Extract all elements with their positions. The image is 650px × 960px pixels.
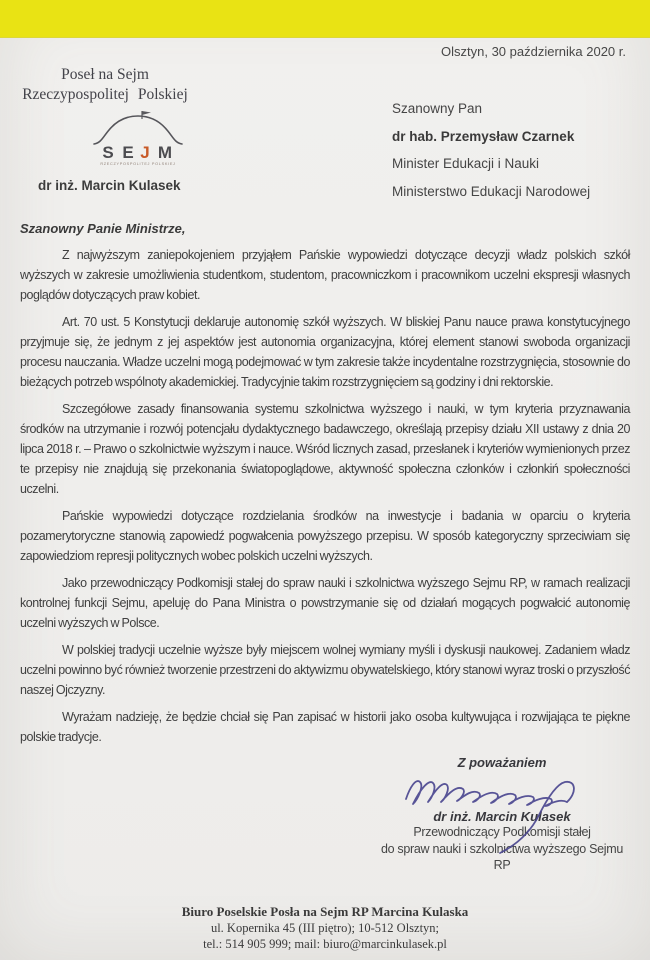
body-paragraph-7: Wyrażam nadzieję, że będzie chciał się Pan zapisać w historii jako osoba kultywująca i rozwijająca te piękne polskie tradycje. [20, 710, 630, 744]
office-footer [0, 904, 650, 952]
letterhead [0, 65, 392, 205]
closing-block [372, 755, 632, 874]
addressee-line: Ministerstwo Edukacji Narodowej [392, 183, 591, 199]
footer-address: ul. Kopernika 45 (III piętro); 10-512 Olsztyn; [210, 920, 440, 935]
sejm-logo-icon [92, 108, 184, 166]
footer-contact: tel.: 514 905 999; mail: biuro@marcinkulasek.pl [203, 936, 447, 951]
addressee-line: Minister Edukacji i Nauki [392, 156, 540, 171]
sender-name: dr inż. Marcin Kulasek [38, 178, 181, 193]
date-line: Olsztyn, 30 października 2020 r. [441, 44, 626, 59]
signatory-name: dr inż. Marcin Kulasek [433, 809, 571, 824]
addressee-block [392, 95, 632, 205]
body-paragraph-4: Pańskie wypowiedzi dotyczące rozdzielania środków na inwestycje i badania w oparciu o kryteria pozamerytoryczne stanowią zapowiedź pogwałcenia powyższego przepisu. W sposób kategoryczny sprzeciwiam się zapowiedziom represji politycznych wobec polskich uczelni wyższych. [20, 509, 630, 563]
signatory-title-line1: Przewodniczący Podkomisji stałej [413, 825, 591, 839]
letter-header [0, 65, 650, 205]
body-paragraph-5: Jako przewodniczący Podkomisji stałej do spraw nauki i szkolnictwa wyższego Sejmu RP, w ramach realizacji kontrolnej funkcji Sejmu, apeluję do Pana Ministra o powstrzymanie się od działań mogących pogwałcić autonomię uczelni wyższych w Polsce. [20, 576, 630, 630]
valediction: Z poważaniem [457, 755, 547, 770]
addressee-line: Szanowny Pan [392, 101, 483, 116]
letterhead-title-line2: Rzeczypospolitej Polskiej [22, 86, 188, 103]
body-paragraph-1: Z najwyższym zaniepokojeniem przyjąłem Pańskie wypowiedzi dotyczące decyzji władz polskich szkół wyższych w zakresie umożliwienia studentkom, studentom, pracowniczkom i pracownikom uczelni ekspresji własnych poglądów dotyczących praw kobiet. [20, 248, 630, 302]
letterhead-title [10, 65, 200, 105]
sejm-dome-icon [94, 111, 182, 144]
body-paragraph-6: W polskiej tradycji uczelnie wyższe były miejscem wolnej wymiany myśli i dyskusji naukowej. Zadaniem władz uczelni powinno być również tworzenie przestrzeni do aktywizmu obywatelskiego, który stanowi wyraz troski o przyszłość naszej Ojczyzny. [20, 643, 630, 697]
body-paragraph-2: Art. 70 ust. 5 Konstytucji deklaruje autonomię szkół wyższych. W bliskiej Panu nauce prawa konstytucyjnego przyjmuje się, że jednym z jej aspektów jest autonomia organizacyjna, której element stanowi swoboda organizacji procesu nauczania. Władze uczelni mogą podejmować w tym zakresie także incydentalne rozstrzygnięcia, stosownie do bieżących potrzeb wspólnoty akademickiej. Tradycyjnie takim rozstrzygnięciem są godziny i dni rektorskie. [20, 315, 630, 389]
logo-letter-m: M [157, 143, 173, 162]
logo-letter-e: E [122, 143, 134, 162]
logo-letter-s: S [102, 143, 114, 162]
addressee-name: dr hab. Przemysław Czarnek [392, 128, 575, 144]
logo-letter-j: J [140, 143, 150, 162]
salutation: Szanowny Panie Ministrze, [20, 221, 186, 236]
letter-body [20, 221, 630, 747]
signatory-title-line2: do spraw nauki i szkolnictwa wyższego Sejmu RP [380, 841, 624, 872]
body-paragraph-3: Szczegółowe zasady finansowania systemu szkolnictwa wyższego i nauki, w tym kryteria przyznawania środków na utrzymanie i rozwój potencjału dydaktycznego badawczego, określają przepisy działu XII ustawy z dnia 20 lipca 2018 r. – Prawo o szkolnictwie wyższym i nauce. Wśród licznych zasad, przesłanek i kryteriów wymienionych przez te przepisy nie znajdują się przekonania światopoglądowe, aktywność społeczna członków i członkiń społeczności uczelni. [20, 402, 630, 496]
top-yellow-band [0, 0, 650, 38]
letterhead-title-line1: Poseł na Sejm [61, 66, 149, 83]
logo-subtext: RZECZYPOSPOLITEJ POLSKIEJ [100, 162, 176, 166]
footer-office-name: Biuro Poselskie Posła na Sejm RP Marcina Kulaska [181, 903, 469, 919]
